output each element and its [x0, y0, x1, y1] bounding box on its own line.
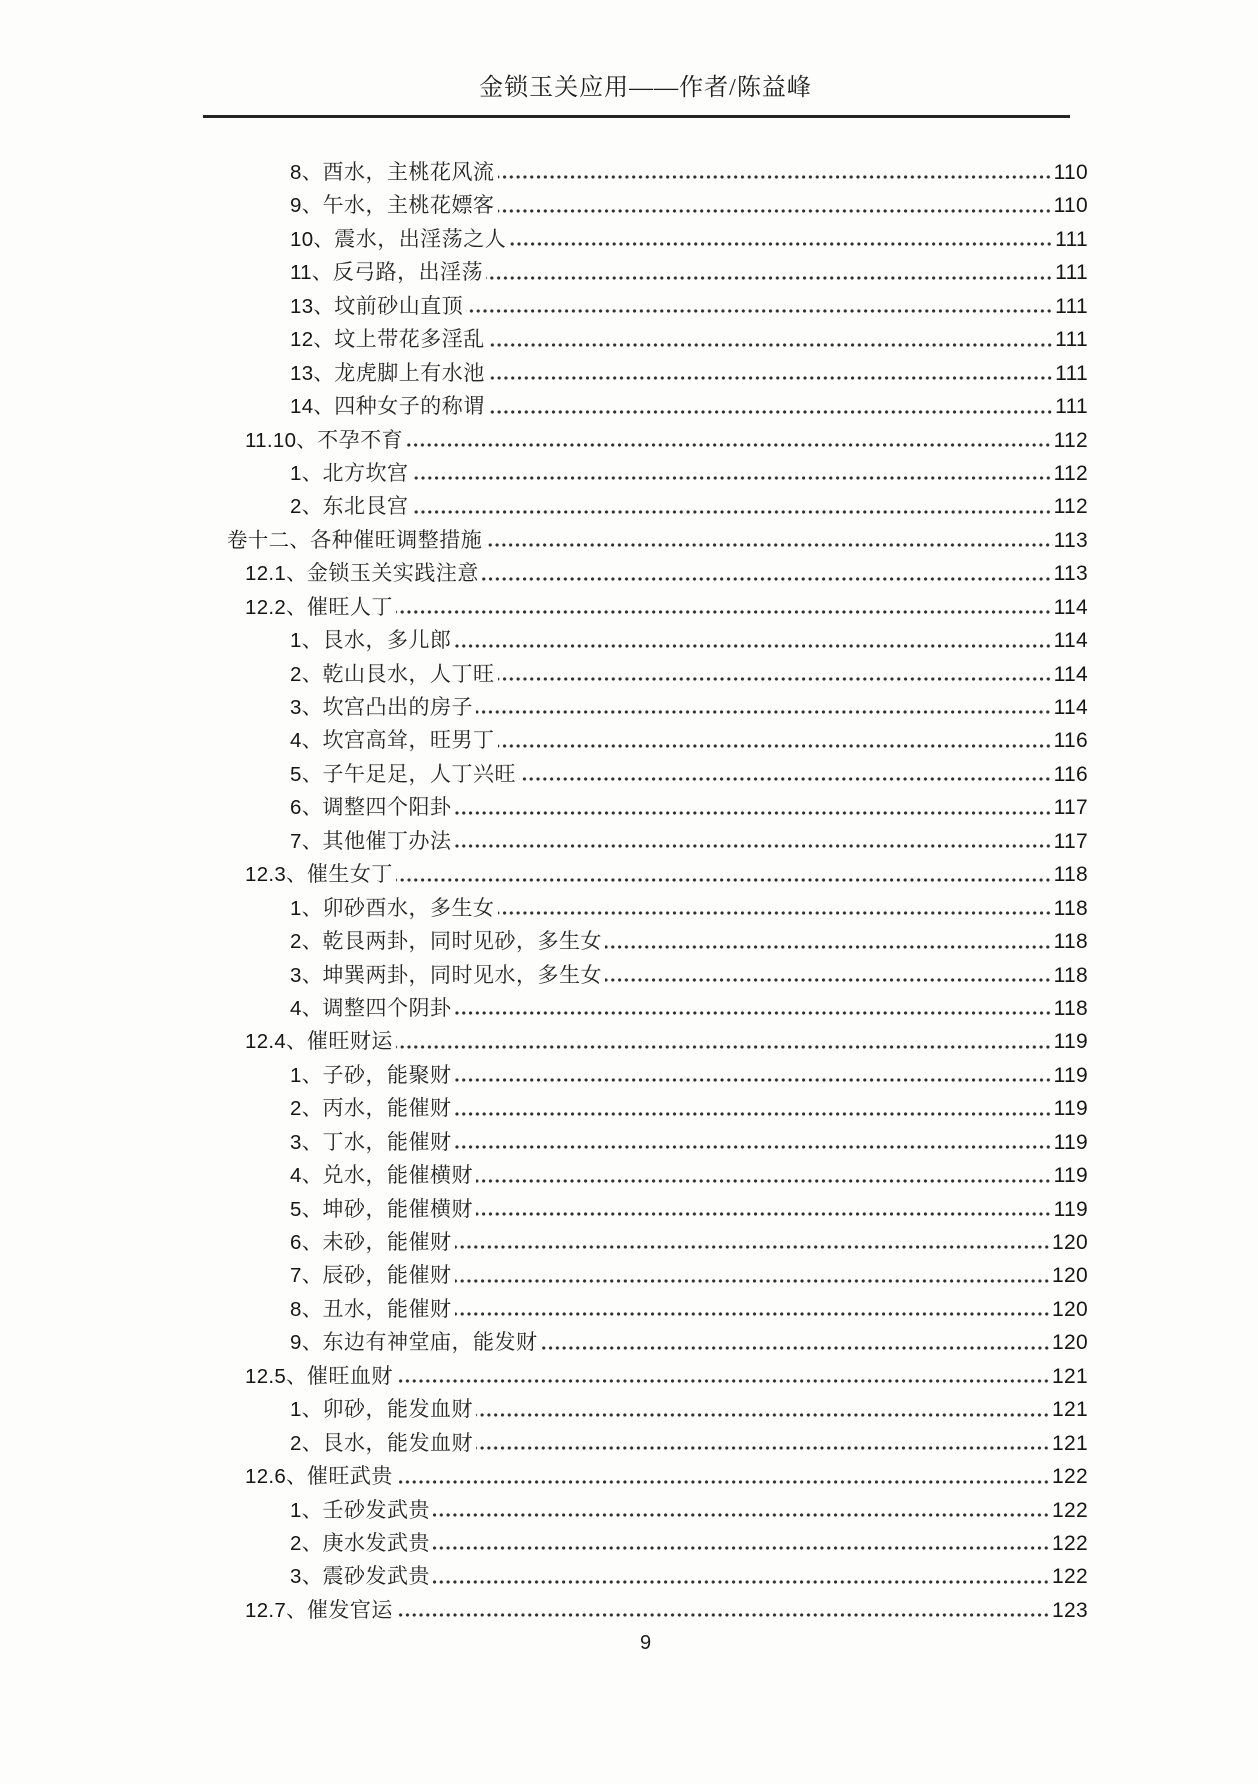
dotted-leader [396, 1613, 1051, 1617]
toc-entry-number: 3、 [290, 963, 323, 987]
toc-entry-number: 5、 [290, 762, 323, 786]
toc-entry [203, 1192, 1088, 1225]
toc-entry-title: 坤巽两卦，同时见水，多生女 [322, 962, 603, 987]
toc-entry [203, 924, 1088, 957]
toc-entry-title: 坎宫凸出的房子 [322, 695, 474, 719]
toc-entry [203, 1426, 1088, 1459]
toc-entry-number: 12.2、 [245, 595, 307, 619]
toc-entry [203, 188, 1088, 221]
toc-entry-number: 12、 [290, 328, 335, 352]
toc-entry-number: 14、 [290, 395, 335, 419]
toc-entry-page: 111 [1055, 227, 1088, 251]
toc-entry-number: 2、 [290, 1097, 323, 1121]
toc-entry-number: 8、 [290, 161, 323, 184]
dotted-leader [476, 1212, 1053, 1216]
toc-entry-title: 催旺武贵 [306, 1464, 393, 1489]
toc-entry-number: 3、 [290, 1565, 323, 1589]
toc-entry-page: 111 [1055, 328, 1088, 352]
toc-entry-number: 3、 [290, 1130, 323, 1154]
toc-entry-title: 丑水，能催财 [322, 1296, 452, 1321]
toc-entry [203, 657, 1088, 690]
toc-entry [203, 255, 1088, 288]
toc-entry-number: 8、 [290, 1297, 323, 1321]
dotted-leader [476, 710, 1053, 714]
toc-entry-title: 坤砂，能催横财 [322, 1196, 474, 1221]
dotted-leader [498, 911, 1053, 915]
dotted-leader [466, 309, 1054, 313]
dotted-leader [396, 610, 1053, 614]
toc-entry [203, 155, 1088, 188]
toc-entry-page: 111 [1055, 294, 1088, 318]
toc-entry-page: 116 [1053, 762, 1088, 786]
toc-entry-number: 1、 [290, 896, 323, 920]
toc-entry-page: 111 [1055, 261, 1088, 285]
toc-entry-number: 2、 [290, 930, 323, 954]
toc-entry-number: 6、 [290, 1231, 323, 1254]
toc-entry-page: 119 [1053, 1030, 1088, 1054]
toc-entry-title: 震砂发武贵 [322, 1564, 431, 1589]
toc-entry-title: 未砂，能催财 [322, 1230, 452, 1254]
dotted-leader [476, 1413, 1051, 1417]
toc-entry-page: 118 [1053, 930, 1088, 954]
dotted-leader [455, 1011, 1053, 1015]
toc-entry [203, 590, 1088, 623]
dotted-leader [396, 878, 1053, 882]
toc-entry-page: 114 [1053, 662, 1088, 686]
toc-entry [203, 222, 1088, 255]
toc-entry-page: 122 [1052, 1498, 1088, 1522]
dotted-leader [486, 276, 1054, 280]
toc-entry [203, 1526, 1088, 1559]
toc-entry-number: 1、 [290, 1398, 323, 1422]
toc-entry-page: 123 [1052, 1598, 1088, 1622]
toc-entry-page: 112 [1053, 495, 1088, 519]
toc-entry-number: 12.4、 [245, 1030, 307, 1054]
toc-entry-title: 子砂，能聚财 [322, 1062, 452, 1087]
toc-entry-page: 110 [1053, 161, 1088, 184]
toc-entry-number: 12.1、 [245, 562, 307, 586]
toc-entry-page: 121 [1052, 1398, 1088, 1422]
dotted-leader [488, 376, 1054, 380]
toc-entry-title: 催旺人丁 [306, 594, 393, 619]
toc-entry-title: 反弓路，出淫荡 [332, 260, 484, 285]
toc-entry-title: 兑水，能催横财 [322, 1163, 474, 1188]
toc-entry-page: 119 [1053, 1097, 1088, 1121]
toc-entry-page: 112 [1053, 428, 1088, 452]
toc-entry-page: 111 [1055, 361, 1088, 385]
dotted-leader [519, 777, 1053, 781]
toc-entry-number: 10、 [290, 227, 335, 251]
toc-entry-title: 龙虎脚上有水池 [334, 360, 485, 385]
dotted-leader [433, 1513, 1051, 1517]
toc-entry [203, 757, 1088, 790]
dotted-leader [412, 510, 1053, 514]
toc-entry-title: 催旺血财 [306, 1363, 393, 1388]
toc-list [203, 155, 1088, 1626]
toc-entry-page: 119 [1053, 1063, 1088, 1087]
toc-entry-number: 9、 [290, 1331, 323, 1355]
dotted-leader [476, 1446, 1051, 1450]
toc-entry [203, 1058, 1088, 1091]
dotted-leader [541, 1346, 1052, 1350]
toc-entry [203, 958, 1088, 991]
toc-entry [203, 322, 1088, 355]
toc-entry-number: 1、 [290, 629, 323, 653]
toc-entry-page: 114 [1053, 629, 1088, 653]
toc-entry-title: 其他催丁办法 [322, 828, 452, 853]
dotted-leader [482, 577, 1053, 581]
toc-entry-title: 丁水，能催财 [322, 1129, 452, 1154]
dotted-leader [498, 677, 1053, 681]
header-rule [203, 115, 1070, 118]
toc-entry-page: 122 [1052, 1565, 1088, 1589]
dotted-leader [396, 1379, 1051, 1383]
toc-entry-page: 119 [1053, 1130, 1088, 1154]
toc-entry-page: 122 [1052, 1531, 1088, 1555]
toc-entry-title: 震水，出淫荡之人 [334, 226, 507, 251]
dotted-leader [498, 175, 1053, 179]
toc-entry [203, 1593, 1088, 1626]
toc-entry-title: 午水，主桃花嫖客 [322, 193, 495, 218]
toc-entry-page: 118 [1053, 996, 1088, 1020]
dotted-leader [455, 1245, 1052, 1249]
toc-entry-title: 艮水，能发血财 [322, 1430, 474, 1455]
toc-entry [203, 556, 1088, 589]
dotted-leader [433, 1546, 1051, 1550]
toc-entry-number: 11、 [290, 261, 333, 285]
toc-entry-number: 4、 [290, 1164, 323, 1188]
book-title: 金锁玉关应用——作者/陈益峰 [479, 75, 812, 101]
dotted-leader [605, 945, 1053, 949]
dotted-leader [476, 1179, 1053, 1183]
toc-entry [203, 1258, 1088, 1291]
toc-entry-number: 4、 [290, 729, 323, 753]
toc-entry [203, 1125, 1088, 1158]
toc-entry [203, 991, 1088, 1024]
toc-entry [203, 1559, 1088, 1592]
toc-entry [203, 456, 1088, 489]
dotted-leader [406, 443, 1053, 447]
toc-entry-number: 卷十二、 [227, 528, 311, 552]
toc-entry-title: 催生女丁 [306, 862, 393, 887]
toc-entry-title: 金锁玉关实践注意 [306, 561, 479, 586]
toc-entry-title: 辰砂，能催财 [322, 1263, 452, 1288]
toc-entry [203, 489, 1088, 522]
toc-entry-title: 丙水，能催财 [322, 1096, 452, 1121]
toc-entry-title: 催旺财运 [306, 1029, 393, 1054]
dotted-leader [455, 1112, 1053, 1116]
toc-entry [203, 1024, 1088, 1057]
dotted-leader [498, 209, 1053, 213]
toc-entry-number: 1、 [290, 1063, 323, 1087]
toc-entry [203, 1292, 1088, 1325]
toc-entry-title: 乾山艮水，人丁旺 [322, 661, 495, 686]
toc-entry-title: 东边有神堂庙，能发财 [322, 1330, 538, 1355]
toc-entry [203, 1359, 1088, 1392]
toc-entry [203, 1493, 1088, 1526]
toc-entry-title: 艮水，多儿郎 [322, 628, 452, 653]
toc-entry [203, 1392, 1088, 1425]
dotted-leader [488, 343, 1054, 347]
dotted-leader [488, 410, 1054, 414]
toc-entry-page: 118 [1053, 963, 1088, 987]
toc-entry-page: 114 [1053, 696, 1088, 719]
toc-entry [203, 891, 1088, 924]
toc-entry-title: 卯砂，能发血财 [322, 1397, 474, 1422]
toc-entry [203, 824, 1088, 857]
toc-entry-page: 116 [1053, 729, 1088, 753]
toc-entry-number: 12.3、 [245, 863, 307, 887]
dotted-leader [455, 1279, 1052, 1283]
toc-entry-page: 112 [1053, 461, 1088, 485]
toc-entry [203, 1158, 1088, 1191]
toc-entry [203, 1225, 1088, 1258]
dotted-leader [455, 1078, 1053, 1082]
toc-entry [203, 857, 1088, 890]
toc-entry-title: 四种女子的称谓 [334, 394, 485, 419]
toc-entry-page: 111 [1055, 395, 1088, 419]
toc-entry [203, 723, 1088, 756]
dotted-leader [455, 1145, 1053, 1149]
toc-entry-page: 121 [1052, 1364, 1088, 1388]
toc-entry-title: 庚水发武贵 [322, 1530, 431, 1555]
toc-entry-page: 113 [1053, 562, 1088, 586]
toc-entry-page: 117 [1053, 796, 1088, 820]
page-number: 9 [639, 1632, 652, 1654]
dotted-leader [509, 242, 1054, 246]
toc-entry-page: 114 [1053, 595, 1088, 619]
toc-entry-number: 13、 [290, 361, 335, 385]
dotted-leader [605, 978, 1053, 982]
toc-entry-page: 121 [1052, 1431, 1088, 1455]
dotted-leader [455, 1312, 1052, 1316]
page-footer [203, 1632, 1088, 1655]
toc-entry [203, 1091, 1088, 1124]
toc-entry-number: 7、 [290, 829, 323, 853]
toc-entry-page: 119 [1053, 1197, 1088, 1221]
toc-entry-title: 各种催旺调整措施 [310, 527, 483, 552]
toc-entry [203, 690, 1088, 723]
toc-entry-title: 北方坎宫 [322, 460, 409, 485]
toc-entry-title: 坟前砂山直顶 [334, 293, 464, 318]
dotted-leader [412, 476, 1053, 480]
toc-entry-title: 调整四个阴卦 [322, 995, 452, 1020]
toc-entry-number: 12.5、 [245, 1364, 307, 1388]
toc-entry-number: 1、 [290, 1498, 323, 1522]
toc-entry-page: 110 [1053, 194, 1088, 218]
dotted-leader [455, 811, 1053, 815]
toc-entry [203, 423, 1088, 456]
page-header [203, 72, 1088, 118]
toc-entry-page: 113 [1053, 528, 1088, 552]
toc-entry-page: 119 [1053, 1164, 1088, 1188]
dotted-leader [396, 1045, 1053, 1049]
toc-entry-title: 卯砂酉水，多生女 [322, 895, 495, 920]
toc-entry [203, 1459, 1088, 1492]
toc-entry-title: 坟上带花多淫乱 [334, 327, 485, 352]
toc-entry [203, 523, 1088, 556]
toc-entry [203, 289, 1088, 322]
toc-entry-title: 壬砂发武贵 [322, 1497, 431, 1522]
toc-entry-title: 坎宫高耸，旺男丁 [322, 728, 495, 753]
dotted-leader [455, 844, 1053, 848]
toc-entry [203, 356, 1088, 389]
toc-entry-page: 120 [1052, 1264, 1088, 1288]
toc-entry-number: 3、 [290, 696, 323, 719]
toc-entry-title: 调整四个阳卦 [322, 795, 452, 820]
toc-entry-number: 12.6、 [245, 1465, 307, 1489]
toc-entry-number: 2、 [290, 495, 323, 519]
toc-entry-page: 120 [1052, 1231, 1088, 1254]
dotted-leader [485, 543, 1052, 547]
toc-entry [203, 1325, 1088, 1358]
toc-entry-number: 2、 [290, 1531, 323, 1555]
toc-entry [203, 790, 1088, 823]
toc-entry-number: 4、 [290, 996, 323, 1020]
toc-entry-number: 1、 [290, 461, 323, 485]
dotted-leader [396, 1480, 1051, 1484]
toc-entry-title: 乾艮两卦，同时见砂，多生女 [322, 929, 603, 954]
toc-entry [203, 623, 1088, 656]
toc-entry-title: 不孕不育 [317, 427, 404, 452]
toc-entry [203, 389, 1088, 422]
toc-entry-title: 子午足足，人丁兴旺 [322, 761, 517, 786]
toc-entry-page: 117 [1053, 829, 1088, 853]
toc-entry-title: 酉水，主桃花风流 [322, 160, 495, 184]
toc-entry-page: 120 [1052, 1297, 1088, 1321]
toc-entry-page: 120 [1052, 1331, 1088, 1355]
dotted-leader [498, 744, 1053, 748]
dotted-leader [455, 644, 1053, 648]
toc-entry-number: 6、 [290, 796, 323, 820]
dotted-leader [433, 1580, 1051, 1584]
toc-entry-title: 催发官运 [306, 1597, 393, 1622]
toc-entry-number: 9、 [290, 194, 323, 218]
toc-entry-number: 2、 [290, 1431, 323, 1455]
toc-entry-number: 12.7、 [245, 1598, 307, 1622]
toc-entry-page: 118 [1053, 896, 1088, 920]
toc-entry-page: 118 [1053, 863, 1088, 887]
toc-entry-title: 东北艮宫 [322, 494, 409, 519]
toc-entry-number: 2、 [290, 662, 323, 686]
toc-entry-number: 11.10、 [245, 428, 318, 452]
toc-entry-number: 7、 [290, 1264, 323, 1288]
toc-entry-page: 122 [1052, 1465, 1088, 1489]
toc-entry-number: 5、 [290, 1197, 323, 1221]
toc-entry-number: 13、 [290, 294, 335, 318]
